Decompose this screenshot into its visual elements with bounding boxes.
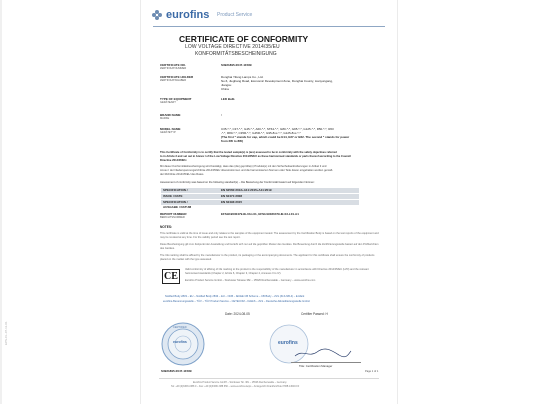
certificate-page	[140, 0, 398, 404]
note-3: The CE marking shall be affixed by the manufacturer to the product, its packaging or the accompanying documents. The applicant for this certificate shall ensure the conformity of products placed on the market with the type assessed.	[160, 254, 375, 261]
signature-icon	[293, 347, 353, 359]
model-label: MODEL NAME	[160, 127, 181, 131]
cert-no-label-de: ZERTIFIKATNUMMER	[160, 67, 187, 70]
model-label-de: GERÄTETYP	[160, 131, 176, 134]
seal-text-brand: eurofins	[173, 340, 187, 344]
seal-text-certified: CERTIFIED	[173, 326, 187, 329]
holder-label-de: ZERTIFIKATINHABER	[160, 79, 187, 82]
note-1: This certificate is valid at the time of issue and only relates to the samples of the equipment tested. The assessment by the Certification Body is based on the test reports of the equipment and may be revoked at any time. For the validity period see the test report.	[160, 232, 379, 239]
page-number: Page 1 of 1	[365, 370, 379, 373]
holder-value-2: No.6, Jieghang Road, Economic Development Zone, Donghai County, Lianyungang,	[221, 79, 333, 83]
footer-address: Eurofins Product Service GmbH – Storkower Str. 38c – 15526 Reichenwalde – Germany	[193, 381, 287, 384]
report-label: REPORT NUMBER	[160, 212, 187, 216]
statement-de-1: Mit dieser Konformitätsbescheinigung wird bestätigt, dass das (die) geprüfte(n) Produkt(e) mit den Sicherheitsanforderungen in Artikel 3 und	[160, 165, 327, 168]
spec2-label: SPECIFICATION /	[163, 200, 188, 204]
note-2: Diese Bescheinigung gilt zum Zeitpunkt der Ausstellung und bezieht sich nur auf die geprüften Muster des Gerätes. Die Bewertung durch die Zertifizierungsstelle basiert auf den Prüfberichten des Gerätes.	[160, 243, 379, 250]
holder-value-4: China	[221, 87, 229, 91]
eurofins-logo-icon	[152, 10, 163, 21]
brand-label: BRAND NAME	[160, 113, 181, 117]
certificate-title: CERTIFICATE OF CONFORMITY	[179, 34, 309, 44]
model-value-4: from 2W to 8W)	[221, 139, 243, 143]
holder-value-3: Jiangsu	[221, 83, 232, 87]
statement-en-3: Directive 2014/35/EU.	[160, 159, 188, 162]
title-german: KONFORMITÄTSBESCHEINIGUNG	[195, 51, 277, 57]
statement-en-2: to in Article 3 and set out in Annex I of the Low Voltage Directive 2014/35/EU as these harmonised standards or parts thereof according to the Council	[160, 155, 351, 158]
model-value-1: C35-*-*, C37-*-*, G45-*-*, A60-*-*, ST64-*-*, G80-*-*, G95-*-*, G125-*-*, R50-*-*, R63	[221, 127, 334, 131]
brand-value: /	[221, 113, 222, 117]
issue-date: Date: 2024-08-05	[225, 312, 250, 316]
report-value: EFSH19030479-IE-03-L01, EFSH19030479-IE-03-L01-A1	[221, 212, 299, 216]
cert-no-value: S3921895-0047-11589	[221, 63, 252, 67]
certifier-note: Certifier Passed: H	[301, 312, 328, 316]
statement-de-2: Annex I der Niederspannungsrichtlinie 2014/35/EU übereinstimmen und die harmonisierten Normen oder Teile davon eingehalten werden gemäß	[160, 169, 333, 172]
equipment-label: TYPE OF EQUIPMENT	[160, 97, 192, 101]
assessment-basis: Assessment of conformity was based on the following standard(s) – Die Bewertung der Konformität basiert auf folgenden Normen:	[160, 181, 315, 184]
signatory-title: Title: Certification Manager	[299, 364, 333, 368]
model-value-2: -*-*, R80-*-*, C35R-*-*, G45R-*-*, G95-8xx-*-*, G125-8xx-*-*	[221, 131, 301, 135]
cert-no-label: CERTIFICATE NO.	[160, 63, 186, 67]
brand-label-de: MARKE	[160, 117, 170, 120]
accreditation-line-2: eurofins-Benennungsstelle – TÜV – TÜV Product Service – CETECOM – DAkkS – ZLS – Deutsche Akkreditierungsstelle GmbH	[163, 300, 310, 303]
spec-label: SPECIFICATION /	[163, 188, 188, 192]
issue-value: EN 62471:2008	[221, 194, 243, 198]
header-divider	[153, 26, 385, 27]
footer-divider	[159, 378, 379, 379]
spec-value: EN 62560:2012+A11:2015+A11:2019	[221, 188, 272, 192]
ausgabe-label: AUSGABE / DATUM	[163, 205, 192, 209]
note-4: Valid conformity of affixing of CE marking to the product is the responsibility of the manufacturer in accordance with Directive 2014/35/EU (LVD) and the relevant harmonised standards (Chapter 2, Article 6, Chapter 3, Chapter 4, Annexes II to IV).	[185, 268, 369, 275]
stamp-brand: eurofins	[278, 340, 298, 346]
notes-heading: NOTES:	[160, 225, 173, 229]
holder-value-1: Donghai Yifeng Lamps Co., Ltd.	[221, 75, 264, 79]
footer-ref: S3921895-0047-11589	[161, 369, 192, 373]
side-reference: EPS-CL-07-11-01	[4, 321, 8, 345]
statement-de-3: der Richtlinie 2014/35/EU des Rates.	[160, 173, 205, 176]
signature-line	[291, 362, 361, 363]
brand-name: eurofins	[166, 9, 210, 21]
note-5: Eurofins Product Service GmbH – Storkower Strasse 38c – 15526 Reichenwalde – Germany – www.eurofins.com	[185, 279, 316, 282]
accreditation-line-1: Notified Body 2833 – EU – Notified Body 2833 – EU – NCB – IECEE CB Scheme – CB Body – ZLS (ZLS-NB-4) – E-Mark	[165, 295, 305, 298]
equipment-label-de: GERÄTEART	[160, 101, 176, 104]
statement-en-1: This Certificate of Conformity is to certify that the tested sample(s) is (are) assessed to be in conformity with the safety objectives referred	[160, 151, 337, 154]
footer-contact: Tel: +49 (0)33631 888 0 – Fax: +49 (0)33631 888 650 – www.eurofins.de/ps – Amtsgericht Frankfurt/Oder HRB 13046 FF	[171, 385, 300, 388]
model-value-3: (The first * stands for cap, which could be E14, E27 or B22. The second * stands for power	[221, 135, 350, 139]
directive-line: LOW VOLTAGE DIRECTIVE 2014/35/EU	[185, 44, 280, 50]
brand-subtitle: Product Service	[217, 12, 253, 18]
viewer-left-margin	[0, 0, 2, 404]
spec2-value: EN 62493:2015	[221, 200, 243, 204]
ce-mark-icon: CE	[162, 269, 180, 284]
issue-row	[161, 194, 359, 199]
issue-label: ISSUE / DATE	[163, 194, 183, 198]
equipment-value: LED Bulb	[221, 97, 235, 101]
holder-label: CERTIFICATE HOLDER	[160, 75, 194, 79]
report-label-de: BERICHTSNUMMER	[160, 216, 185, 219]
